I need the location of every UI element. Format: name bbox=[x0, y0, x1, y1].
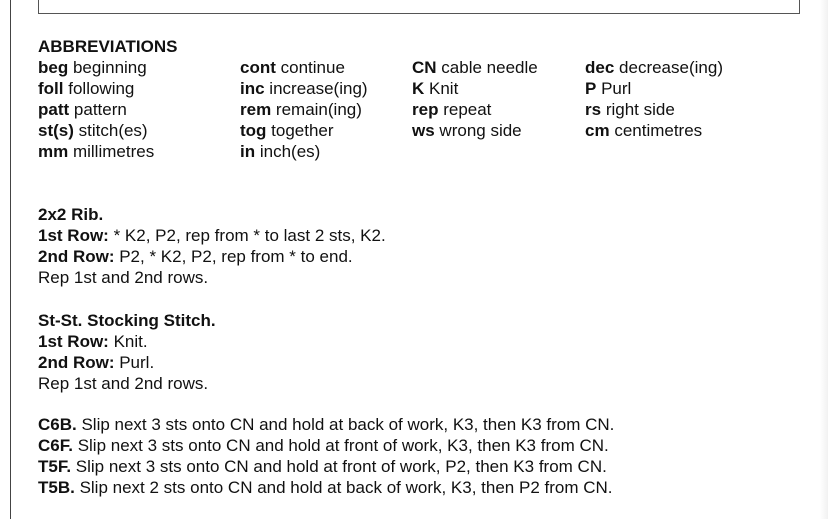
cable-t5b: T5B. Slip next 2 sts onto CN and hold at back of work, K3, then P2 from CN. bbox=[38, 478, 613, 497]
page-edge-shadow bbox=[820, 0, 828, 519]
stocking-row-2: 2nd Row: Purl. bbox=[38, 353, 155, 372]
abbr-item: in inch(es) bbox=[240, 142, 321, 161]
abbr-item: foll following bbox=[38, 79, 135, 98]
abbr-column-4 bbox=[585, 57, 723, 141]
abbr-item: beg beginning bbox=[38, 58, 147, 77]
cable-t5f: T5F. Slip next 3 sts onto CN and hold at front of work, P2, then K3 from CN. bbox=[38, 457, 607, 476]
abbr-item: rs right side bbox=[585, 100, 675, 119]
abbr-item: dec decrease(ing) bbox=[585, 58, 723, 77]
abbr-item: rep repeat bbox=[412, 100, 492, 119]
abbr-item: ws wrong side bbox=[412, 121, 522, 140]
stocking-repeat: Rep 1st and 2nd rows. bbox=[38, 374, 209, 393]
cable-c6f: C6F. Slip next 3 sts onto CN and hold at front of work, K3, then K3 from CN. bbox=[38, 436, 609, 455]
abbr-item: st(s) stitch(es) bbox=[38, 121, 148, 140]
rib-row-2: 2nd Row: P2, * K2, P2, rep from * to end. bbox=[38, 247, 353, 266]
abbr-item: P Purl bbox=[585, 79, 632, 98]
top-box-border bbox=[38, 0, 800, 14]
abbr-column-1 bbox=[38, 57, 154, 162]
abbr-column-2 bbox=[240, 57, 368, 162]
cable-c6b: C6B. Slip next 3 sts onto CN and hold at back of work, K3, then K3 from CN. bbox=[38, 415, 615, 434]
rib-repeat: Rep 1st and 2nd rows. bbox=[38, 268, 209, 287]
abbr-item: cm centimetres bbox=[585, 121, 703, 140]
stocking-row-1: 1st Row: Knit. bbox=[38, 332, 148, 351]
abbr-item: tog together bbox=[240, 121, 334, 140]
abbr-item: CN cable needle bbox=[412, 58, 538, 77]
abbr-item: rem remain(ing) bbox=[240, 100, 362, 119]
stocking-title: St-St. Stocking Stitch. bbox=[38, 311, 216, 330]
abbreviations-title: ABBREVIATIONS bbox=[38, 37, 178, 56]
abbr-item: mm millimetres bbox=[38, 142, 155, 161]
abbr-item: inc increase(ing) bbox=[240, 79, 368, 98]
abbr-item: K Knit bbox=[412, 79, 459, 98]
abbr-column-3 bbox=[412, 57, 538, 141]
rib-section bbox=[38, 204, 386, 288]
cables-section bbox=[38, 414, 614, 498]
abbr-item: cont continue bbox=[240, 58, 345, 77]
abbr-item: patt pattern bbox=[38, 100, 127, 119]
stocking-section bbox=[38, 310, 216, 394]
rib-row-1: 1st Row: * K2, P2, rep from * to last 2 sts, K2. bbox=[38, 226, 386, 245]
page-border-left bbox=[10, 0, 11, 519]
rib-title: 2x2 Rib. bbox=[38, 205, 104, 224]
